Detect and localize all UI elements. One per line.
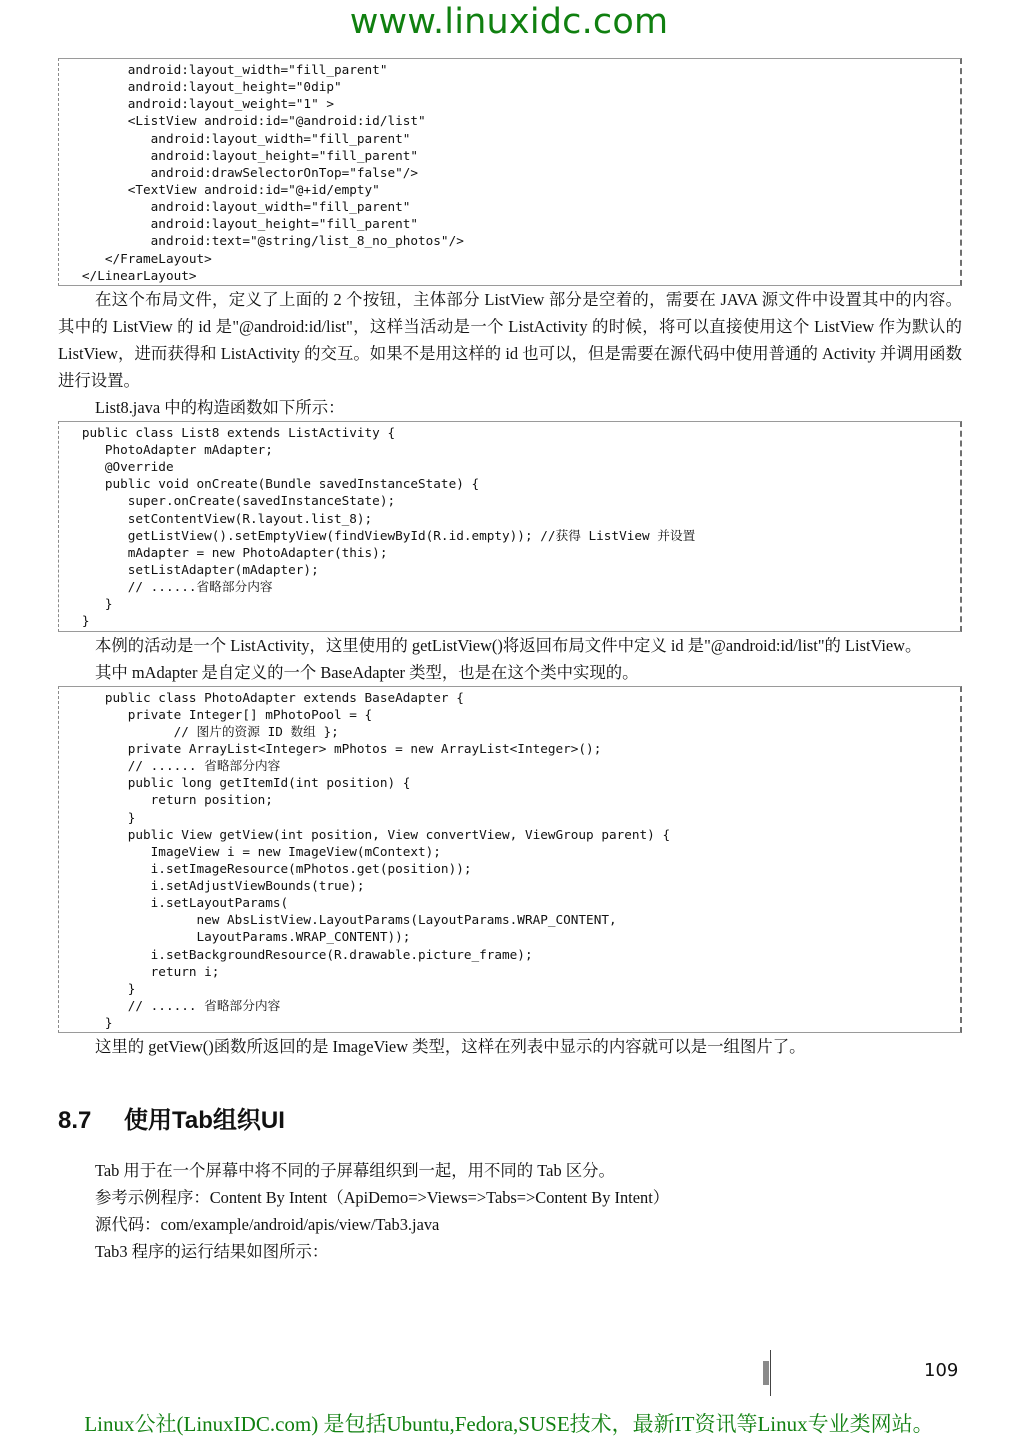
code-line: ImageView i = new ImageView(mContext); (59, 843, 441, 859)
section-line-3: 源代码：com/example/android/apis/view/Tab3.java (95, 1215, 440, 1235)
code-block-photoadapter (58, 686, 962, 1034)
site-footer: Linux公社(LinuxIDC.com) 是包括Ubuntu,Fedora,SUSE技术，最新IT资讯等Linux专业类网站。 (84, 1412, 934, 1436)
code-line: } (59, 613, 90, 629)
section-title: 使用Tab组织UI (124, 1107, 285, 1135)
code-line: mAdapter = new PhotoAdapter(this); (59, 544, 388, 560)
code-line: // ......省略部分内容 (59, 579, 273, 595)
section-line-2: 参考示例程序：Content By Intent（ApiDemo=>Views=>Tabs=>Content By Intent） (95, 1188, 670, 1208)
code-line: } (59, 1015, 113, 1031)
code-line: i.setImageResource(mPhotos.get(position)); (59, 860, 472, 876)
code-line: PhotoAdapter mAdapter; (59, 441, 273, 457)
code-line: setListAdapter(mAdapter); (59, 561, 319, 577)
code-line: return position; (59, 792, 273, 808)
code-line: public void onCreate(Bundle savedInstanceState) { (59, 476, 480, 492)
code-line: public class List8 extends ListActivity { (59, 424, 396, 440)
page-number: 109 (924, 1360, 959, 1381)
section-heading (58, 1100, 962, 1135)
code-line: // 图片的资源 ID 数组 }; (59, 723, 339, 739)
page-number-rule (770, 1350, 771, 1396)
paragraph-madapter: 其中 mAdapter 是自定义的一个 BaseAdapter 类型，也是在这个类中实现的。 (95, 662, 639, 682)
site-header: www.linuxidc.com (349, 2, 669, 42)
code-line: i.setLayoutParams( (59, 895, 289, 911)
code-line: android:layout_height="fill_parent" (59, 216, 419, 232)
paragraph-list8-intro: List8.java 中的构造函数如下所示： (95, 397, 345, 417)
code-line: } (59, 809, 136, 825)
paragraph-layout-explanation: 在这个布局文件，定义了上面的 2 个按钮，主体部分 ListView 部分是空着的，需要在 JAVA 源文件中设置其中的内容。其中的 ListView 的 id 是"@android:id/list"，这样当活动是一个 ListActivity 的时候，将可以直接使用这个 ListView 作为默认的 ListView，进而获得和 ListActivity 的交互。如果不是用这样的 id 也可以，但是需要在源代码中使用普通的 Activity 并调用函数进行设置。 (58, 289, 962, 390)
code-line: // ...... 省略部分内容 (59, 758, 281, 774)
code-line: android:layout_width="fill_parent" (59, 199, 411, 215)
paragraph-getview: 这里的 getView()函数所返回的是 ImageView 类型，这样在列表中显示的内容就可以是一组图片了。 (95, 1037, 806, 1057)
code-line: </FrameLayout> (59, 250, 212, 266)
section-line-1: Tab 用于在一个屏幕中将不同的子屏幕组织到一起，用不同的 Tab 区分。 (95, 1161, 615, 1181)
code-line: </LinearLayout> (59, 267, 197, 283)
code-line: android:layout_weight="1" > (59, 96, 334, 112)
code-line: i.setAdjustViewBounds(true); (59, 878, 365, 894)
code-line: android:layout_width="fill_parent" (59, 130, 411, 146)
code-line: <TextView android:id="@+id/empty" (59, 181, 380, 197)
code-line: new AbsListView.LayoutParams(LayoutParams.WRAP_CONTENT, (59, 912, 617, 928)
code-line: public class PhotoAdapter extends BaseAdapter { (59, 689, 464, 705)
code-line: super.onCreate(savedInstanceState); (59, 493, 396, 509)
code-line: LayoutParams.WRAP_CONTENT)); (59, 929, 411, 945)
code-line: android:drawSelectorOnTop="false"/> (59, 164, 419, 180)
code-line: getListView().setEmptyView(findViewById(R.id.empty)); //获得 ListView 并设置 (59, 527, 696, 543)
section-number: 8.7 (58, 1107, 92, 1135)
code-line: setContentView(R.layout.list_8); (59, 510, 373, 526)
code-line: // ...... 省略部分内容 (59, 998, 281, 1014)
code-block-list8 (58, 421, 962, 632)
code-line: @Override (59, 459, 174, 475)
code-line: i.setBackgroundResource(R.drawable.picture_frame); (59, 946, 533, 962)
code-line: public View getView(int position, View convertView, ViewGroup parent) { (59, 826, 671, 842)
code-line: android:layout_height="0dip" (59, 79, 342, 95)
code-line: } (59, 980, 136, 996)
code-line: private ArrayList<Integer> mPhotos = new ArrayList<Integer>(); (59, 740, 602, 756)
code-line: } (59, 596, 113, 612)
code-line: private Integer[] mPhotoPool = { (59, 706, 373, 722)
code-line: <ListView android:id="@android:id/list" (59, 113, 426, 129)
code-block-layout-xml (58, 58, 962, 286)
code-line: android:layout_height="fill_parent" (59, 147, 419, 163)
code-line: public long getItemId(int position) { (59, 775, 411, 791)
code-line: android:layout_width="fill_parent" (59, 62, 388, 77)
page-number-marker (763, 1361, 769, 1385)
page-content (58, 58, 962, 1265)
paragraph-listactivity: 本例的活动是一个 ListActivity，这里使用的 getListView()将返回布局文件中定义 id 是"@android:id/list"的 ListView。 (95, 635, 922, 655)
code-line: return i; (59, 963, 220, 979)
section-line-4: Tab3 程序的运行结果如图所示： (95, 1242, 329, 1262)
code-line: android:text="@string/list_8_no_photos"/> (59, 233, 464, 249)
